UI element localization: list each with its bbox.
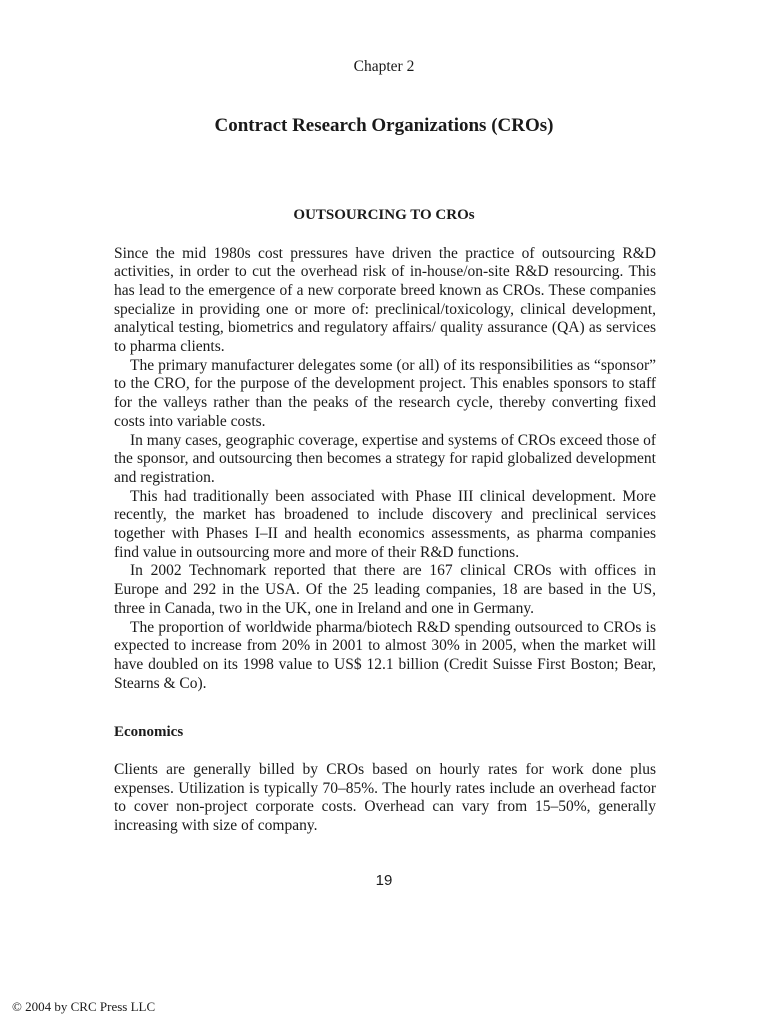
section-heading: OUTSOURCING TO CROs <box>293 207 475 223</box>
subsection-heading: Economics <box>114 724 184 740</box>
subsection-body <box>114 761 656 836</box>
paragraph: The primary manufacturer delegates some (or all) of its responsibilities as “sponsor” to the CRO, for the purpose of the development project. This enables sponsors to staff for the valleys rather than the peaks of the research cycle, thereby converting fixed costs into variable costs. <box>114 356 656 430</box>
copyright-notice: © 2004 by CRC Press LLC <box>12 999 156 1014</box>
paragraph: This had traditionally been associated with Phase III clinical development. More recently, the market has broadened to include discovery and preclinical services together with Phases I–II and health economics assessments, as pharma companies find value in outsourcing more and more of their R&D functions. <box>114 487 656 561</box>
paragraph: In many cases, geographic coverage, expertise and systems of CROs exceed those of the sponsor, and outsourcing then becomes a strategy for rapid globalized development and registration. <box>114 431 656 486</box>
paragraph: The proportion of worldwide pharma/biotech R&D spending outsourced to CROs is expected to increase from 20% in 2001 to almost 30% in 2005, when the market will have doubled on its 1998 value to US$ 12.1 billion (Credit Suisse First Boston; Bear, Stearns & Co). <box>114 618 656 692</box>
page-number: 19 <box>375 872 393 889</box>
chapter-label: Chapter 2 <box>353 58 415 75</box>
section-body <box>114 245 656 694</box>
paragraph: In 2002 Technomark reported that there are 167 clinical CROs with offices in Europe and 292 in the USA. Of the 25 leading companies, 18 are based in the US, three in Canada, two in the UK, one in Ireland and one in Germany. <box>114 562 656 617</box>
chapter-title: Contract Research Organizations (CROs) <box>214 115 554 136</box>
paragraph: Clients are generally billed by CROs based on hourly rates for work done plus expenses. Utilization is typically 70–85%. The hourly rates include an overhead factor to cover non-project corporate costs. Overhead can vary from 15–50%, generally increasing with size of company. <box>114 761 656 835</box>
paragraph: Since the mid 1980s cost pressures have driven the practice of outsourcing R&D activities, in order to cut the overhead risk of in-house/on-site R&D resourcing. This has lead to the emergence of a new corporate breed known as CROs. These companies specialize in providing one or more of: preclinical/toxicology, clinical development, analytical testing, biometrics and regulatory affairs/ quality assurance (QA) as services to pharma clients. <box>114 244 656 356</box>
